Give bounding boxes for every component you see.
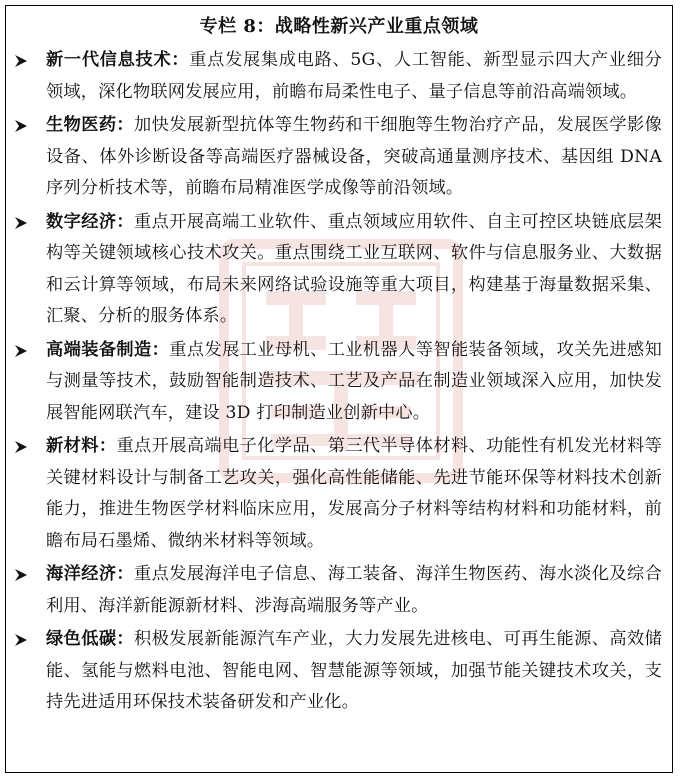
box-title: 专栏 8：战略性新兴产业重点领域 bbox=[199, 16, 479, 37]
arrow-bullet-icon bbox=[12, 624, 32, 655]
section-text: 重点发展工业母机、工业机器人等智能装备领域，攻关先进感知与测量等技术，鼓励智能制造技术、工艺及产品在制造业领域深入应用，加快发展智能网联汽车，建设 3D 打印制造业创新中心。 bbox=[46, 339, 662, 423]
section-heading: 新一代信息技术： bbox=[46, 50, 190, 70]
arrow-bullet-icon bbox=[12, 110, 32, 141]
section-heading: 生物医药： bbox=[46, 115, 135, 135]
section-text: 加快发展新型抗体等生物药和干细胞等生物治疗产品，发展医学影像设备、体外诊断设备等高端医疗器械设备，突破高通量测序技术、基因组 DNA 序列分析技术等，前瞻布局精准医学成像等前沿领域。 bbox=[46, 115, 662, 198]
arrow-bullet-icon bbox=[12, 335, 32, 366]
section-item-high-end-equipment bbox=[6, 335, 672, 430]
section-item-green-low-carbon bbox=[6, 624, 672, 719]
section-item-marine-economy bbox=[6, 559, 672, 622]
arrow-bullet-icon bbox=[12, 207, 32, 238]
arrow-bullet-icon bbox=[12, 45, 32, 76]
sections-list bbox=[6, 45, 672, 719]
section-heading: 新材料： bbox=[46, 436, 117, 456]
section-item-new-materials bbox=[6, 431, 672, 557]
arrow-bullet-icon bbox=[12, 431, 32, 462]
section-item-digital-economy bbox=[6, 207, 672, 333]
section-heading: 高端装备制造： bbox=[46, 339, 170, 360]
section-text: 重点发展海洋电子信息、海工装备、海洋生物医药、海水淡化及综合利用、海洋新能源新材料、涉海高端服务等产业。 bbox=[46, 564, 662, 616]
section-item-biomedicine bbox=[6, 110, 672, 205]
feature-box bbox=[5, 5, 673, 773]
section-heading: 绿色低碳： bbox=[46, 629, 135, 649]
section-text: 重点发展集成电路、5G、人工智能、新型显示四大产业细分领域，深化物联网发展应用，前瞻布局柔性电子、量子信息等前沿高端领域。 bbox=[46, 50, 662, 102]
section-item-new-it bbox=[6, 45, 672, 108]
arrow-bullet-icon bbox=[12, 559, 32, 590]
section-text: 重点开展高端电子化学品、第三代半导体材料、功能性有机发光材料等关键材料设计与制备工艺攻关，强化高性能储能、先进节能环保等材料技术创新能力，推进生物医学材料临床应用，发展高分子材料等结构材料和功能材料，前瞻布局石墨烯、微纳米材料等领域。 bbox=[46, 436, 663, 551]
section-text: 积极发展新能源汽车产业，大力发展先进核电、可再生能源、高效储能、氢能与燃料电池、智能电网、智慧能源等领域，加强节能关键技术攻关，支持先进适用环保技术装备研发和产业化。 bbox=[46, 629, 662, 712]
section-heading: 海洋经济： bbox=[46, 564, 135, 584]
section-heading: 数字经济： bbox=[46, 211, 135, 232]
section-text: 重点开展高端工业软件、重点领域应用软件、自主可控区块链底层架构等关键领域核心技术攻关。重点围绕工业互联网、软件与信息服务业、大数据和云计算等领域，布局未来网络试验设施等重大项目，构建基于海量数据采集、汇聚、分析的服务体系。 bbox=[46, 211, 662, 326]
